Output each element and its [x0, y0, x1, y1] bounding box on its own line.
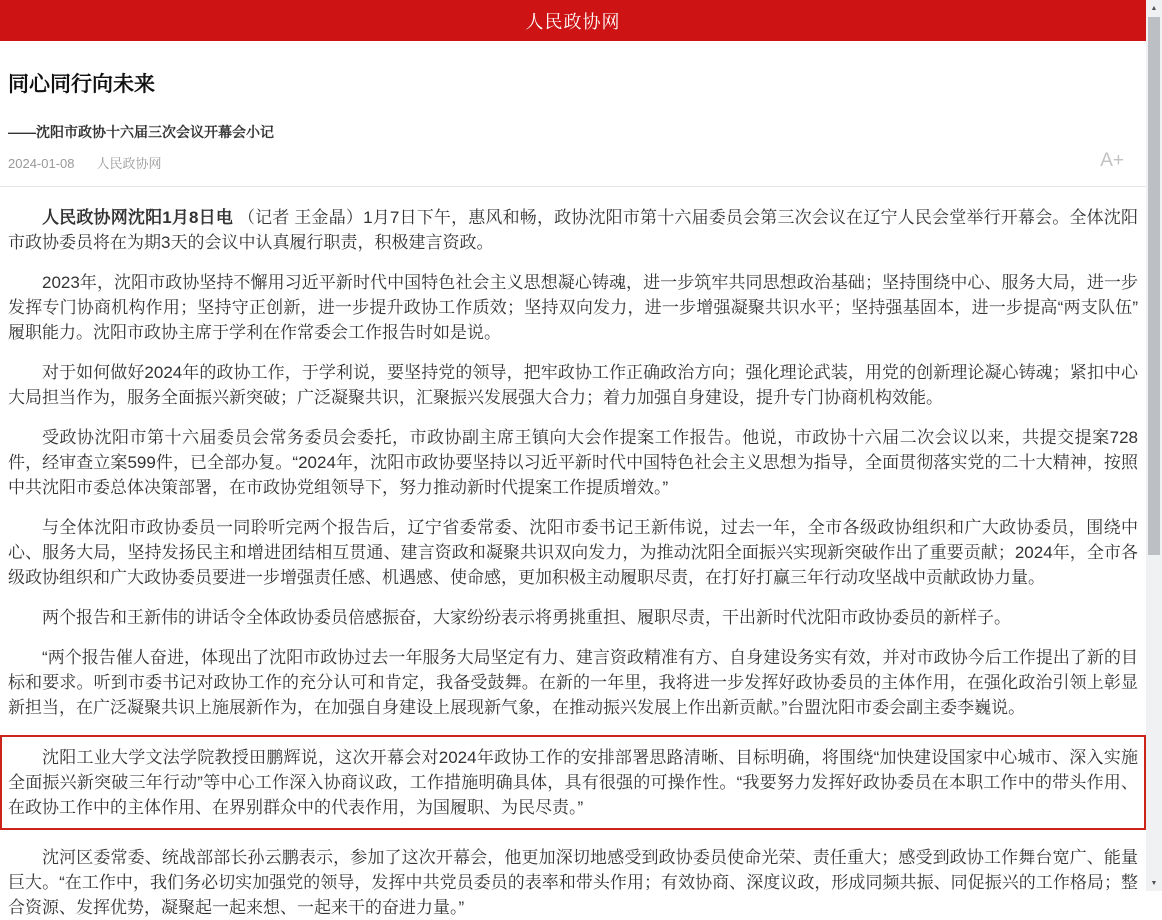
paragraph-text: （记者 王金晶）1月7日下午，惠风和畅，政协沈阳市第十六届委员会第三次会议在辽宁人民会堂举行开幕会。全体沈阳市政协委员将在为期3天的会议中认真履行职责，积极建言资政。 — [8, 208, 1138, 252]
scroll-up-arrow-icon[interactable]: ▲ — [1150, 4, 1158, 12]
article-meta — [8, 150, 1138, 173]
article-source: 人民政协网 — [96, 156, 162, 171]
article-paragraph: 受政协沈阳市第十六届委员会常务委员会委托，市政协副主席王镇向大会作提案工作报告。他说，市政协十六届二次会议以来，共提交提案728件，经审查立案599件，已全部办复。“2024年，沈阳市政协要坚持以习近平新时代中国特色社会主义思想为指导，全面贯彻落实党的二十大精神，按照中共沈阳市委总体决策部署，在市政协党组领导下，努力推动新时代提案工作提质增效。” — [8, 428, 1138, 497]
site-header — [0, 0, 1146, 41]
article-subtitle: ——沈阳市政协十六届三次会议开幕会小记 — [8, 124, 274, 140]
site-title: 人民政协网 — [525, 11, 621, 32]
paragraph-lead: 人民政协网沈阳1月8日电 — [42, 208, 234, 227]
article-paragraph: “两个报告催人奋进，体现出了沈阳市政协过去一年服务大局坚定有力、建言资政精准有方、自身建设务实有效，并对市政协今后工作提出了新的目标和要求。听到市委书记对政协工作的充分认可和肯定，我备受鼓舞。在新的一年里，我将进一步发挥好政协委员的主体作用，在强化政治引领上彰显新担当，在广泛凝聚共识上施展新作为，在加强自身建设上展现新气象，在推动振兴发展上作出新贡献。”台盟沈阳市委会副主委李巍说。 — [8, 648, 1138, 717]
article-paragraph: 与全体沈阳市政协委员一同聆听完两个报告后，辽宁省委常委、沈阳市委书记王新伟说，过去一年，全市各级政协组织和广大政协委员，围绕中心、服务大局，坚持发扬民主和增进团结相互贯通、建言资政和凝聚共识双向发力，为推动沈阳全面振兴实现新突破作出了重要贡献；2024年，全市各级政协组织和广大政协委员要进一步增强责任感、机遇感、使命感，更加积极主动履职尽责，在打好打赢三年行动攻坚战中贡献政协力量。 — [8, 518, 1138, 587]
article-title: 同心同行向未来 — [8, 73, 155, 96]
article-body — [8, 187, 1138, 920]
scroll-down-arrow-icon[interactable]: ▼ — [1150, 879, 1158, 887]
article-paragraph: 沈河区委常委、统战部部长孙云鹏表示，参加了这次开幕会，他更加深切地感受到政协委员使命光荣、责任重大；感受到政协工作舞台宽广、能量巨大。“在工作中，我们务必切实加强党的领导，发挥中共党员委员的表率和带头作用；有效协商、深度议政，形成同频共振、同促振兴的工作格局；整合资源、发挥优势，凝聚起一起来想、一起来干的奋进力量。” — [8, 848, 1138, 917]
font-size-increase-button[interactable]: A+ — [1100, 150, 1124, 171]
article-paragraph: 对于如何做好2024年的政协工作，于学利说，要坚持党的领导，把牢政协工作正确政治方向；强化理论武装，用党的创新理论凝心铸魂；紧扣中心大局担当作为，服务全面振兴新突破；广泛凝聚共识，汇聚振兴发展强大合力；着力加强自身建设，提升专门协商机构效能。 — [8, 363, 1138, 407]
article-paragraph: 2023年，沈阳市政协坚持不懈用习近平新时代中国特色社会主义思想凝心铸魂，进一步筑牢共同思想政治基础；坚持围绕中心、服务大局，进一步发挥专门协商机构作用；坚持守正创新，进一步提升政协工作质效；坚持双向发力，进一步增强凝聚共识水平；坚持强基固本，进一步提高“两支队伍”履职能力。沈阳市政协主席于学利在作常委会工作报告时如是说。 — [8, 273, 1138, 342]
highlighted-paragraph: 沈阳工业大学文法学院教授田鹏辉说，这次开幕会对2024年政协工作的安排部署思路清晰、目标明确，将围绕“加快建设国家中心城市、深入实施全面振兴新突破三年行动”等中心工作深入协商议政，工作措施明确具体，具有很强的可操作性。“我要努力发挥好政协委员在本职工作中的带头作用、在政协工作中的主体作用、在界别群众中的代表作用，为国履职、为民尽责。” — [0, 735, 1146, 830]
article — [0, 73, 1146, 920]
scrollbar[interactable] — [1146, 0, 1162, 891]
article-paragraph: 两个报告和王新伟的讲话令全体政协委员倍感振奋，大家纷纷表示将勇挑重担、履职尽责，干出新时代沈阳市政协委员的新样子。 — [42, 608, 1011, 627]
scrollbar-thumb[interactable] — [1148, 17, 1160, 555]
article-paragraph — [8, 205, 1138, 255]
publish-date: 2024-01-08 — [8, 156, 75, 171]
